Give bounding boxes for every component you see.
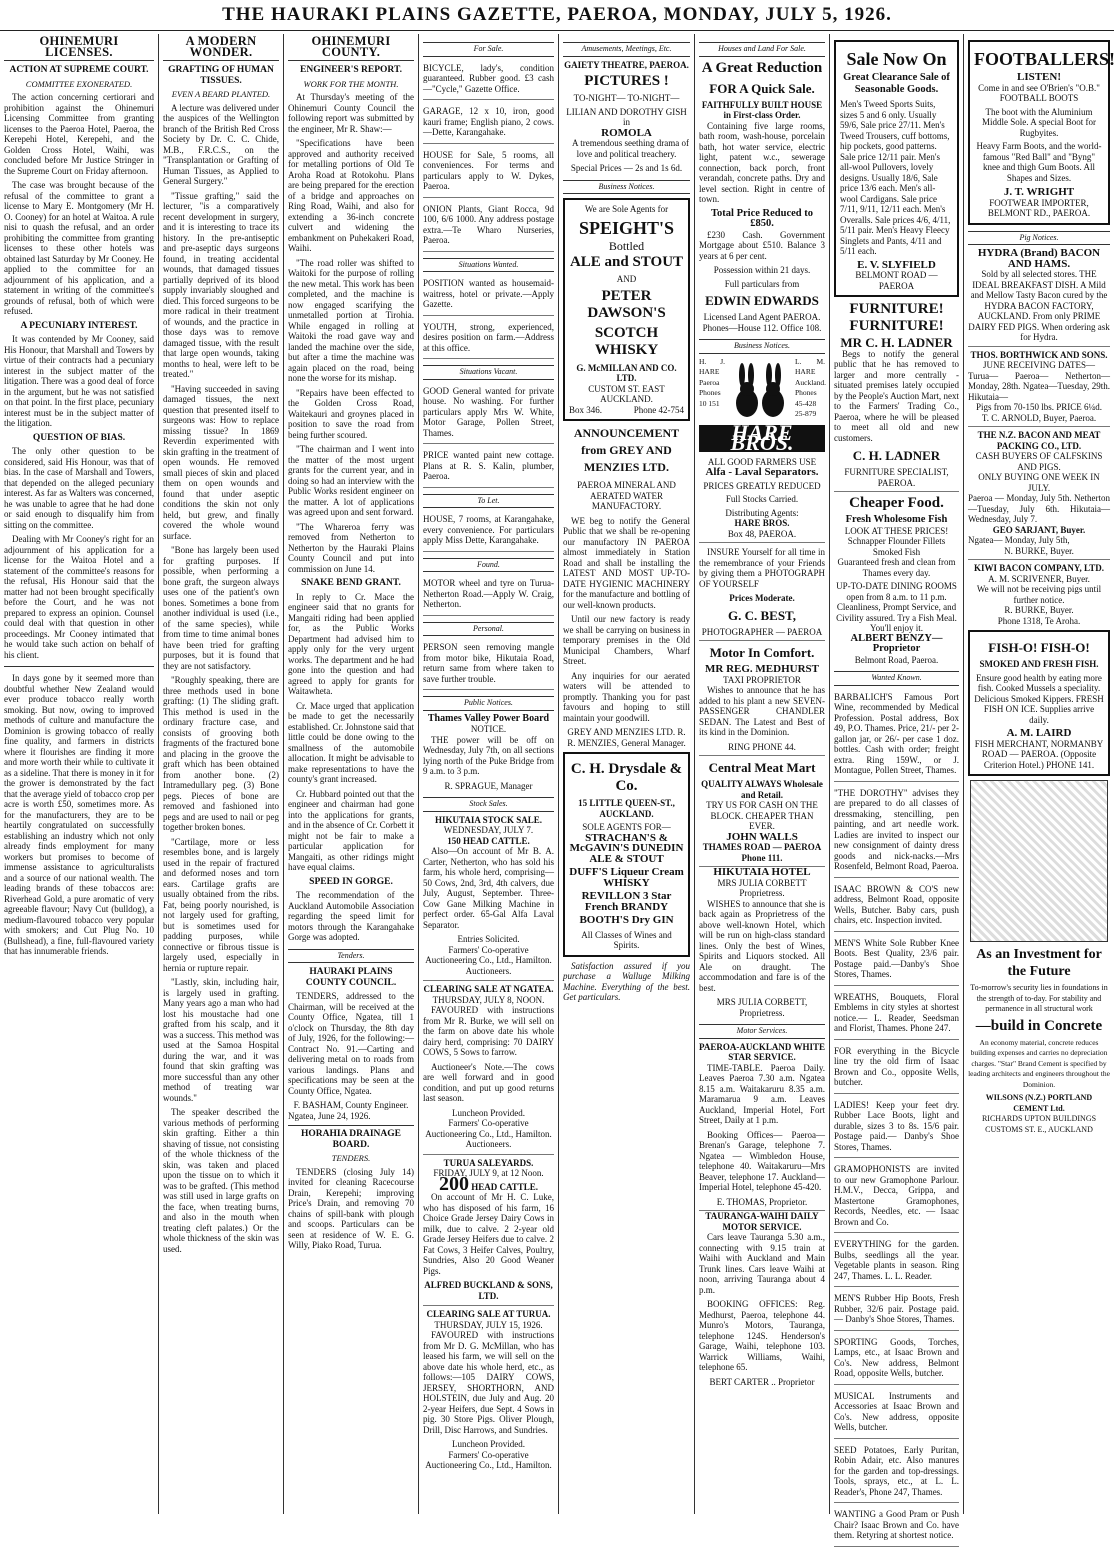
section-header: Houses and Land For Sale. <box>699 42 825 57</box>
ad-text: PRICES GREATLY REDUCED <box>703 480 821 491</box>
classified-ad: PERSON seen removing mangle from motor bike, Hikutaia Road, return same from where taken to save further trouble. <box>423 639 554 690</box>
ad-headline: As an Investment for the Future <box>976 947 1102 979</box>
ad-phone: Phone 1318, Te Aroha. <box>997 615 1081 626</box>
ad-headline: C. H. Drysdale & Co. <box>570 761 683 794</box>
classified-ad: GARAGE, 12 x 10, iron, good kauri frame; English piano, 2 cows.—Dette, Karangahake. <box>423 103 554 144</box>
section-header: For Sale. <box>423 42 554 57</box>
ad-contact: H. J. HARE Paeroa Phones 10 151 <box>699 356 725 408</box>
classified-ad: POSITION wanted as housemaid-waitress, hotel or private.—Apply Gazette. <box>423 275 554 316</box>
article-subhead: EVEN A BEARD PLANTED. <box>171 89 271 99</box>
ad-text: LOOK AT THESE PRICES! <box>844 525 949 536</box>
section-header: Personal. <box>423 622 554 637</box>
ad-subtitle: LISTEN! <box>1016 71 1062 83</box>
column-county <box>284 36 418 1514</box>
ad-subtitle: 150 HEAD CATTLE. <box>447 835 530 846</box>
ad-headline: PAEROA-AUCKLAND WHITE STAR SERVICE. <box>699 1041 825 1062</box>
classified-ad: ONION Plants, Giant Rocca, 9d 100, 6/6 1000. Any address postage extra.—Te Wharo Nurseries, Paeroa. <box>423 201 554 252</box>
ad-company: MR REG. MEDHURST <box>705 663 819 675</box>
paragraph: £230 Cash. Government Mortgage about £510. Balance 3 years at 6 per cent. <box>699 229 825 261</box>
ad-company: J. T. WRIGHT <box>1003 186 1075 198</box>
ad-text: UP-TO-DATE DINING ROOMS open from 8 a.m. to 11 p.m. Cleanliness, Prompt Service, and Civility assured. Try a Fish Meal. You'll enjoy it. <box>836 581 957 633</box>
classified-ad: WREATHS, Bouquets, Floral Emblems in city styles at shortest notice.— L. Reader, Seedsman and Florist, Thames. Phone 247. <box>834 989 959 1040</box>
ad-subtitle: TO-NIGHT— TO-NIGHT— <box>573 93 680 103</box>
ad-subtitle: Fresh Wholesome Fish <box>845 514 948 525</box>
ad-signature: N. BURKE, Buyer. <box>1004 545 1074 556</box>
ad-headline: Cheaper Food. <box>849 495 944 511</box>
column-licenses <box>0 36 158 1514</box>
ad-subtitle: Great Clearance Sale of Seasonable Goods. <box>843 72 950 95</box>
classified-ad: PRICE wanted paint new cottage. Plans at R. S. Kalin, plumber, Paeroa. <box>423 447 554 488</box>
ad-signature: C. H. LADNER <box>852 448 941 463</box>
article-subhead: COMMITTEE EXONERATED. <box>25 78 133 89</box>
section-header: Business Notices. <box>699 339 825 354</box>
paragraph: It was contended by Mr Cooney, said His Honour, that Marshall and Towers by virtue of their contracts had a pecuniary interest in the subject matter of the litigation. There was a good deal of force in the argument, but he was not satisfied on that point. In the first place, pecuniary interest must be in the subject matter of the litigation. <box>4 334 154 428</box>
ad-text: To-morrow's security lies in foundations in the strength of to-day. For stability and permanence in all structural work <box>970 983 1108 1013</box>
classified-ad: SEED Potatoes, Early Puritan, Robin Adair, etc. Also manures for the garden and top-dressings. Tools, sprays, etc., at L. L. Reader's, Phone 247, Thames. <box>834 1442 959 1504</box>
paragraph: Containing five large rooms, bath room, wash-house, porcelain bath, hot water service, electric light, patent w.c., sewerage connection, back porch, front verandah, concrete paths. Dry and level section. Right in centre of town. <box>699 120 825 204</box>
ad-title: CLEARING SALE AT NGATEA. <box>423 980 554 995</box>
ad-date: THURSDAY, JULY 15, 1926. <box>434 1319 543 1330</box>
section-header: Stock Sales. <box>423 797 554 812</box>
ad-headline: Motor In Comfort. <box>709 645 815 660</box>
ad-address: FOOTWEAR IMPORTER, BELMONT RD., PAEROA. <box>987 197 1091 218</box>
paragraph: Dealing with Mr Cooney's right for an adjournment of his application for a license for the Waitoa Hotel and a statement of the committee's reasons for the refusal, His Honour said that the matter had not been brought specifically before the Court, and he was not prepared to express an opinion. Counsel could deal with that question in other proceedings. Mr Cooney intimated that he would take such action on behalf of his client. <box>4 534 154 660</box>
ad-signature: T. C. ARNOLD, Buyer, Paeroa. <box>981 412 1097 423</box>
ad-product: DUFF'S Liqueur Cream WHISKY <box>569 866 684 889</box>
ad-text: Ngatea— Monday, July 5th, <box>968 535 1070 545</box>
section-header: Tenders. <box>288 949 414 964</box>
ad-date: THURSDAY, JULY 8, NOON. <box>432 994 545 1005</box>
paragraph: At Thursday's meeting of the Ohinemuri County Council the following report was submitted by the engineer, Mr R. Shaw:— <box>288 92 414 134</box>
ad-text: SOLE AGENTS FOR— <box>582 822 671 832</box>
ad-text: Guaranteed fresh and clean from Thames every day. <box>837 557 956 578</box>
ad-signature: Farmers' Co-operative Auctioneering Co., Ltd., Hamilton. Auctioneers. <box>425 944 552 976</box>
ad-headline: —build in Concrete <box>975 1017 1103 1034</box>
paragraph: Satisfaction assured if you purchase a Walluge Milking Machine. Everything of the best. Get particulars. <box>563 960 690 1002</box>
paragraph: The recommendation of the Auckland Automobile Association regarding the speed limit for motors through the Karangahake Gorge was adopted. <box>288 890 414 942</box>
classified-ad: MUSICAL Instruments and Accessories at Isaac Brown and Co's. New address, opposite Wells, butcher. <box>834 1388 959 1439</box>
paragraph: TENDERS (closing July 14) invited for cleaning Racecourse Drain, Kerepehi; improving Price's Drain, and removing 70 chains of spill-bank with plough and scoops. Particulars can be seen at residence of W. E. G. Willy, Piako Road, Turua. <box>288 1166 414 1250</box>
paragraph: A tremendous seething drama of love and political treachery. <box>572 138 689 159</box>
ad-headline: A Great Reduction <box>701 59 823 76</box>
ad-company: JOHN WALLS <box>726 830 798 843</box>
ad-text: Heavy Farm Boots, and the world-famous "Red Ball" and "Byng" knee and thigh Gum Boots. All Shapes and Sizes. <box>976 141 1102 183</box>
ad-product: REVILLON 3 Star French BRANDY <box>581 890 672 913</box>
ad-signature: GREY AND MENZIES LTD. R. R. MENZIES, General Manager. <box>567 727 686 748</box>
ad-title: HORAHIA DRAINAGE BOARD. <box>288 1125 414 1150</box>
paragraph: The only other question to be considered, said His Honour, was that of bias. In the case of Marshall and Towers, that depended on the alleged pecuniary interest. As far as Walters was concerned, he was unable to agree that he had done or said enough to disqualify him from sitting on the committee. <box>4 446 154 530</box>
ad-signature: R. SPRAGUE, Manager <box>444 780 533 791</box>
ad-headline: PICTURES ! <box>584 73 669 89</box>
article-subhead: SNAKE BEND GRANT. <box>301 578 401 588</box>
ad-title: HAURAKI PLAINS COUNTY COUNCIL. <box>305 967 397 988</box>
section-header: To Let. <box>423 494 554 509</box>
ad-note: Possession within 21 days. <box>713 265 811 275</box>
classified-ad: WANTING a Good Pram or Push Chair? Isaac Brown and Co. have them. Retyring at shortest notice. <box>834 1506 959 1547</box>
ad-signature: MRS JULIA CORBETT, Proprietress. <box>716 997 808 1018</box>
paragraph: TIME-TABLE. Paeroa Daily. Leaves Paeroa 7.30 a.m. Ngatea 8.15 a.m. Waitakaruru 8.35 a.m. Maramarua 9 a.m. Leaves Auckland, Imperial Hotel, Fort Street, Daily at 1 p.m. <box>699 1062 825 1125</box>
ad-signature: BERT CARTER .. Proprietor <box>709 1376 815 1387</box>
ad-address: Licensed Land Agent PAEROA. <box>703 312 821 322</box>
ad-phone: RING PHONE 44. <box>699 742 825 757</box>
ad-subtitle: HEAD CATTLE. <box>471 1181 539 1192</box>
ad-company: MR C. H. LADNER <box>840 335 953 350</box>
classified-ad: BICYCLE, lady's, condition guaranteed. Rubber good. £3 cash—"Cycle," Gazette Office. <box>423 60 554 101</box>
ad-box: Box 346. <box>569 404 603 415</box>
ad-text: Bottled <box>608 238 645 253</box>
ad-contact: L. M. HARE Auckland. Phones 45-428 25-879 <box>795 356 827 418</box>
ad-text: AND <box>616 274 637 284</box>
paragraph: INSURE Yourself for all time in the remembrance of your Friends by giving them a PHOTOGRAPH OF YOURSELF <box>699 547 825 589</box>
ad-price: Total Price Reduced to £850. <box>711 207 813 229</box>
ad-headline: ANNOUNCEMENT from GREY AND MENZIES LTD. <box>573 426 680 474</box>
classified-ad: YOUTH, strong, experienced, desires position on farm.—Address at this office. <box>423 319 554 360</box>
paragraph: Booking Offices— Paeroa—Brenan's Garage, telephone 7. Ngatea — Wimbledon House, telephone 40. Waitakaruru—Mrs Beaver, telephone 17. Auckland—Imperial Hotel, telephone 45-420. <box>699 1129 825 1192</box>
column-houses <box>695 36 829 1514</box>
ad-text: Ensure good health by eating more fish. Cooked Mussels a speciality. Delicious Smoked Kippers. FRESH FISH ON ICE. Supplies arrive daily. <box>974 672 1104 725</box>
ad-company: HARE BROS. <box>734 518 790 528</box>
ad-headline: FISH-O! FISH-O! <box>988 640 1090 655</box>
fish-ad <box>968 630 1110 776</box>
section-header: Wanted Known. <box>834 671 959 686</box>
paragraph: "Cartilage, more or less resembles bone, and is largely used in the repair of fractured and deformed noses and torn ears. Cartilage grafts are usually obtained from the ribs. Fat, being poorly nourished, is not largely used for grafting, but is sometimes used for padding purposes, while connective or fibrous tissue is largely used, especially in hernia or rupture repair. <box>163 836 279 973</box>
paragraph: TENDERS, addressed to the Chairman, will be received at the County Office, Ngatea, till 1 o'clock on Thursday, the 8th day of July, 1926, for the following:—Contract No. 91.—Carting and delivering metal on to roads from various landings. Plans and specifications may be seen at the County Office, Ngatea. <box>288 991 414 1096</box>
ad-headline: Central Meat Mart <box>708 760 816 775</box>
ad-note: Special Prices — 2s and 1s 6d. <box>570 163 683 173</box>
ad-text: We will not be receiving pigs until further notice. <box>976 584 1102 605</box>
ad-text: Pigs from 70-150 lbs. PRICE 6¼d. <box>975 402 1102 412</box>
ad-company: G. C. BEST, <box>727 607 797 623</box>
paragraph: Any inquiries for our aerated waters will be attended to promptly. Thanking you for past favours and hoping to still maintain your goodwill. <box>563 670 690 723</box>
ad-address: FISH MERCHANT, NORMANBY ROAD — PAEROA. (Opposite Criterion Hotel.) PHONE 141. <box>974 738 1104 770</box>
paragraph: "The road roller was shifted to Waitoki for the purpose of rolling the new metal. This work has been completed, and the machine is now engaged scarifying the unmetalled portion at Tirohia. While engaged in rolling at Waitoki the road gave way and landed the machine over the side, but after a time the machine was again placed on the road, being none the worse for its mishap. <box>288 257 414 383</box>
ad-text: Prices Moderate. <box>729 593 795 603</box>
paragraph: "Roughly speaking, there are three methods used in bone grafting: (1) The sliding graft. This method is used in the ordinary fracture case, and consists of grooving both fragments of the fractured bone and placing in the groove the graft which has been obtained from another bone. (2) Intramedullary peg. (3) Bone pegs. Pieces of bone are removed and fashioned into pegs and are used to nail or peg together broken bones. <box>163 675 279 832</box>
ad-subtitle: SMOKED AND FRESH FISH. <box>979 659 1099 669</box>
ad-address: RICHARDS UPTON BUILDINGS CUSTOMS ST. E., AUCKLAND <box>981 1114 1097 1134</box>
ad-company: EDWIN EDWARDS <box>705 293 819 308</box>
section-header: Situations Wanted. <box>423 258 554 273</box>
ad-company: A. M. LAIRD <box>1006 727 1072 739</box>
classified-ad: GRAMOPHONISTS are invited to our new Gramophone Parlour. H.M.V., Decca, Grippa, and Mastertone Gramophones, Records, Needles, etc. — Isaac Brown and Co. <box>834 1161 959 1233</box>
ad-headline: FURNITURE! FURNITURE! <box>849 301 944 334</box>
section-header: Amusements, Meetings, Etc. <box>563 42 690 57</box>
masthead: THE HAURAKI PLAINS GAZETTE, PAEROA, MONDAY, JULY 5, 1926. <box>0 0 1114 31</box>
classified-ad: FOR everything in the Bicycle line try the old firm of Isaac Brown and Co., opposite Wells, butcher. <box>834 1043 959 1094</box>
paragraph: The speaker described the various methods of performing skin grafting. Either a thin shaving of tissue, not consisting of the whole thickness of the skin, was taken and placed upon the tissue on to which it was to be grafted. (This method was still used in large grafts on the face, when treating burns, and also in the mouth when treating cleft palates.) Or the whole thickness of the skin was used. <box>163 1107 279 1254</box>
classified-ad: LADIES! Keep your feet dry. Rubber Lace Boots, light and durable, sizes 3 to 8s. 15/6 pair. Postage paid.— Danby's Shoe Stores, Thames. <box>834 1097 959 1159</box>
footballers-ad <box>968 40 1115 225</box>
ad-text: Turua— Paeroa— Netherton—Monday, 28th. Ngatea—Tuesday, 29th. Hikutaia— <box>968 370 1110 402</box>
ad-company: G. McMILLAN AND CO. LTD. <box>576 362 677 383</box>
ad-title: HIKUTAIA STOCK SALE. <box>435 814 542 825</box>
ad-signature: A. M. SCRIVENER, Buyer. <box>988 573 1090 584</box>
paragraph: "Lastly, skin, including hair, is largely used in grafting. Many years ago a man who had lost his moustache had one grafted from his scalp, and it was a success. This method was used at the Samoa Hospital during the war, and it was found that skin grafting was more successful than any other method of treating war wounds." <box>163 977 279 1103</box>
classified-ad: MEN'S White Sole Rubber Knee Boots. Best Quality, 23/6 pair. Postage paid.—Danby's Shoe Stores, Thames. <box>834 935 959 986</box>
classified-ad: "THE DOROTHY" advises they are prepared to do all classes of dressmaking, stencilling, pen painting, and art needle work. Ladies are invited to inspect our new consignment of dainty dress goods and nick-nacks.—Mrs Rosenfeld, Belmont Road, Paeroa. <box>834 785 959 878</box>
ad-text: ALL GOOD FARMERS USE <box>707 456 817 467</box>
paragraph: "Tissue grafting," said the lecturer, "is a comparatively recent development in surgery, and it is interesting to trace its history. In the pre-antiseptic and pre-aseptic days surgeons found, in treating accidental wounds, that damaged tissues partially deprived of its blood supply invariably sloughed and died. This forced surgeons to be more radical in their treatment of wounds, and the practice in those days was to remove damaged tissue, with the result that large open wounds, taking months to heal, were left to be treated." <box>163 190 279 379</box>
ad-address: 15 LITTLE QUEEN-ST., AUCKLAND. <box>578 798 675 819</box>
ad-headline: FOOTBALLERS! <box>974 49 1115 69</box>
ad-text: Come in and see O'Brien's "O.B." FOOTBALL BOOTS <box>978 82 1100 103</box>
column-classifieds <box>419 36 558 1514</box>
paragraph: FAVOURED with instructions from Mr D. G. McMillan, who has leased his farm, we will sell on the above date his whole herd, etc., as follows:—105 DAIRY COWS, JERSEY, SHORTHORN, AND HOLSTEIN, due July and Aug. 20 2-year Heifers, due Sept. 4 Sows in pig. 30 Store Pigs. Oliver Plough, Drill, Disc Harrows, and Sundries. <box>423 1330 554 1435</box>
ad-signature: Farmers' Co-operative Auctioneering Co., Ltd., Hamilton. Auctioneers. <box>425 1118 552 1149</box>
paragraph: "Bone has largely been used for grafting purposes. If possible, when performing a bone graft, the surgeon always uses one of the patient's own bones. Sometimes a bone from another individual is used (i.e., of the same species), while from time to time animal bones have been tried for grafting purposes, but it is found that they are not satisfactory. <box>163 545 279 671</box>
article-title: OHINEMURI COUNTY. <box>288 36 414 61</box>
paragraph: "The chairman and I went into the matter of the most urgent grants for the current year, and in doing so had an interview with the Public Works resident engineer on the matter. A lot of applications was agreed upon and sent forward. <box>288 444 414 517</box>
ad-subtitle: JUNE RECEIVING DATES— <box>983 360 1095 370</box>
ad-text: TRY US FOR CASH ON THE BLOCK. CHEAPER THAN EVER. <box>706 800 818 831</box>
classified-ad: HOUSE, 7 rooms, at Karangahake, every convenience. For particulars apply Miss Dette, Karangahake. <box>423 511 554 552</box>
ad-signature: ALBERT BENZY—Proprietor <box>850 632 943 654</box>
article-subhead: ENGINEER'S REPORT. <box>300 65 402 75</box>
classified-ad: MOTOR wheel and tyre on Turua-Netherton Road.—Apply W. Craig, Netherton. <box>423 575 554 616</box>
ad-items: Men's Tweed Sports Suits, sizes 5 and 6 only. Usually 59/6, Sale price 27/11. Men's Tweed Trousers, cuff bottoms, hip pockets, good patterns. Sale price 12/11 pair. Men's all-wool Pullovers, lovely designs. Usually 18/6, Sale price 13/6 each. Men's all-wool Cardigans. Sale price 7/11, 9/11, 12/11 each. Men's Overalls. Sale prices 4/6, 4/11, 5/11 pair. Men's Heavy Fleecy Singlets and Pants, 4/11 and 5/11 each. <box>840 99 951 256</box>
section-header: Pig Notices. <box>968 231 1110 246</box>
ad-subtitle: TAXI PROPRIETOR <box>723 674 801 685</box>
ad-address: PHOTOGRAPHER — PAEROA <box>699 627 825 642</box>
ad-headline: HIKUTAIA HOTEL <box>713 866 811 878</box>
ad-company: THE N.Z. BACON AND MEAT PACKING CO., LTD. <box>968 426 1110 451</box>
paragraph: Cr. Hubbard pointed out that the engineer and chairman had gone into the applications for grants, and in the absence of Cr. Corbett it might not be fair to make a particular application for Mangaiti, as other ridings might have equal claims. <box>288 788 414 872</box>
ad-text: An economy material, concrete reduces building expenses and carries no depreciation charges. "Star" Brand Cement is specified by leading architects and engineers throughout the Dominion. <box>968 1037 1110 1089</box>
paragraph: Cars leave Tauranga 5.30 a.m., connecting with 9.15 train at Waihi with Auckland and Main Trunk lines. Cars leave Waihi at noon, arriving Tauranga about 4 p.m. <box>699 1232 825 1295</box>
ad-date: Ngatea, June 24, 1926. <box>288 1110 371 1121</box>
ad-headline: SPEIGHT'S <box>578 217 675 238</box>
paragraph: Auctioneer's Note.—The cows are well forward and in good condition, and put up good returns last season. <box>423 1061 554 1103</box>
paragraph: WISHES to announce that she is back again as Proprietress of the above well-known Hotel, which will be run on high-class standard lines. Only the best of Wines, Spirits and Liquors stocked. All Ale on draught. The accommodation and fare is of the best. <box>699 898 825 993</box>
ad-signature: E. THOMAS, Proprietor. <box>699 1197 825 1212</box>
column-sale <box>830 36 963 1540</box>
ad-note: Entries Solicited. <box>457 934 520 944</box>
ad-subtitle: ONLY BUYING ONE WEEK IN JULY. <box>978 472 1100 493</box>
paragraph: WE beg to notify the General Public that we shall be re-opening our manufactory IN PAEROA almost immediately in Station Road and shall be installing the LATEST AND MOST UP-TO-DATE HYGIENIC MACHINERY for the manufacture and bottling of our well-known products. <box>563 515 690 610</box>
column-modern-wonder <box>159 36 283 1514</box>
classified-ad: SPORTING Goods, Torches, Lamps, etc., at Isaac Brown and Co's. New address, Belmont Road, opposite Wells, butcher. <box>834 1334 959 1385</box>
paragraph: Wishes to announce that he has added to his plant a new SEVEN-PASSENGER CHANDLER SEDAN. The Latest and Best of its kind in the Dominion. <box>699 685 825 737</box>
ad-address: FURNITURE SPECIALIST, PAEROA. <box>834 467 959 492</box>
column-footballers <box>964 36 1114 1514</box>
ad-text: Paeroa — Monday, July 5th. Netherton —Tuesday, July 6th. Hikutaia—Wednesday, July 7. <box>968 493 1110 524</box>
ad-text: All Classes of Wines and Spirits. <box>581 929 672 950</box>
ad-company: THOS. BORTHWICK AND SONS. <box>968 346 1110 361</box>
ad-text: Sold by all selected stores. THE IDEAL BREAKFAST DISH. A Mild and Mellow Tasty Bacon cured by the HYDRA BACON FACTORY, AUCKLAND. From only PRIME DAIRY FED PIGS. When ordering ask for Hydra. <box>968 269 1110 342</box>
paragraph: The action concerning certiorari and prohibition against the Ohinemuri Licensing Committee from granting licenses to the Paeroa Hotel, Paeroa, the Kerepehi Hotel, Kerepehi, and the Golden Cross Hotel, Waihi, was concluded before Mr Justice Stringer in the Supreme Court on Friday afternoon. <box>4 92 154 176</box>
paragraph: Cr. Mace urged that application be made to get the necessarily established. Cr. Johnstone said that little could be done owing to the smallness of the automobile allocation. It might be advisable to make representations to have the county's grant increased. <box>288 700 414 784</box>
ad-number: 200 <box>438 1172 469 1195</box>
paragraph: In days gone by it seemed more than doubtful whether New Zealand would ever produce tobacco really worth smoking. But now, owing to improved methods of culture and manufacture the Dominion is growing tobacco of really fine quality, and farmers in districts where it flourishes are finding it more and more worth their while to cultivate it as a sideline. That there is money in it for the grower is demonstrated by the fact that the average yield of tobacco crop per acre is worth £50, sometimes more. As for the manufacturers, they are to be heartily congratulated on successfully establishing an industry which not only already finds employment for many workers but promises to become of immense assistance to agriculturalists and a source of our national wealth. The leading brands of these tobaccos are: Riverhead Gold, a pure aromatic of very agreeable flavour; Navy Cut (bulldog), a medium-flavoured tobacco very popular with smokers; and Cut Plug No. 10 (Bullshead), a fine, full-flavoured variety that has innumerable friends. <box>4 673 154 956</box>
ad-items: Schnapper Flounder Fillets Smoked Fish <box>847 536 946 557</box>
slyfield-ad <box>834 40 959 297</box>
ad-subtitle: QUALITY ALWAYS Wholesale and Retail. <box>701 779 823 800</box>
ad-address: Box 48, PAEROA. <box>699 529 825 544</box>
paragraph: FAVOURED with instructions from Mr R. Burke, we will sell on the farm on above date his whole dairy herd, comprising: 70 DAIRY COWS, 5 Sows to farrow. <box>423 1005 554 1057</box>
ad-signature: F. BASHAM, County Engineer. <box>293 1100 409 1110</box>
classified-ad: MEN'S Rubber Hip Boots, Fresh Rubber, 32/6 pair. Postage paid. — Danby's Shoe Stores, Thames. <box>834 1290 959 1331</box>
article-subhead: ACTION AT SUPREME COURT. <box>9 65 149 75</box>
section-header: Motor Services. <box>699 1024 825 1039</box>
article-subhead: SPEED IN GORGE. <box>309 876 393 887</box>
ad-address: THAMES ROAD — PAEROA Phone 111. <box>699 842 825 867</box>
ad-text: The boot with the Aluminium Middle Sole. A special Boot for Rugbyites. <box>982 106 1096 138</box>
ad-headline: PETER DAWSON'S <box>587 287 666 321</box>
paragraph: Begs to notify the general public that he has removed to larger and more centrally - situated premises lately occupied by the People's Auction Mart, next to the Farmers' Trading Co., Paeroa, where he will be pleased to meet all old and new customers. <box>834 348 959 443</box>
classified-ad: GOOD General wanted for private house. No washing. For further particulars apply Mrs W. White, Motor Garage, Pollen Street, Thames. <box>423 383 554 445</box>
paragraph: On account of Mr H. C. Luke, who has disposed of his farm, 16 Choice Grade Jersey Dairy Cows in milk, due to calve. 2 2-year old Grade Jersey Heifers due to calve. 2 Fat Cows, 3 Heifer Calves, Poultry, Sundries, Also 20 Good Weaner Pigs. <box>423 1192 554 1276</box>
classified-ad: BARBALICH'S Famous Port Wine, recommended by Medical Profession. Postal address, Box 49, P.O. Thames. Price, 21/- per 2-gallon jar, or 26/- per case 1 doz. bottles. Cash with order; freight extra. Ring 159W., or J. Montague, Pollen Street, Thames. <box>834 689 959 782</box>
ad-product: Alfa - Laval Separators. <box>705 466 819 478</box>
article-subhead: QUESTION OF BIAS. <box>32 432 126 443</box>
ad-subtitle: MRS JULIA CORBETT Proprietress. <box>717 877 807 898</box>
paragraph: Until our new factory is ready we shall be carrying on business in temporary premises in the Old Municipal Chambers, Wharf Street. <box>563 614 690 666</box>
paragraph: "Repairs have been effected to the Golden Cross Road, Waitekauri and groynes placed in position to save the road from being further scoured. <box>288 387 414 440</box>
article-subhead: WORK FOR THE MONTH. <box>303 78 399 89</box>
ad-signature: Farmers' Co-operative Auctioneering Co., Ltd., Hamilton. <box>425 1449 552 1470</box>
article-subhead: A PECUNIARY INTEREST. <box>20 320 138 331</box>
hare-bros-logo: HARE BROS. <box>699 425 825 452</box>
ad-text: Full Stocks Carried. <box>725 494 799 504</box>
paragraph: A lecture was delivered under the auspices of the Wellington branch of the British Red Cross Society by Dr. C. C. Chide, M.B., F.R.C.S., on the "Transplantation or Grafting of Human Tissues, as Applied to General Surgery." <box>163 102 279 186</box>
section-header: Situations Vacant. <box>423 365 554 380</box>
drysdale-ad <box>563 752 690 957</box>
ad-text: Full particulars from <box>724 278 800 289</box>
ad-date: FRIDAY, JULY 9, at 12 Noon. <box>433 1168 544 1178</box>
section-header: Business Notices. <box>563 180 690 195</box>
paragraph: BOOKING OFFICES: Reg. Medhurst, Paeroa, telephone 44. Munro's Motors, Tauranga, telephone 124S. Henderson's Garage, Waihi, telephone 103. Warrick Williams, Waihi, telephone 65. <box>699 1299 825 1372</box>
section-header: Public Notices. <box>423 696 554 711</box>
concrete-illustration <box>970 780 1108 942</box>
ad-headline: TAURANGA-WAIHI DAILY MOTOR SERVICE. <box>705 1211 819 1232</box>
ad-headline: FOR A Quick Sale. <box>709 80 815 96</box>
ad-date: WEDNESDAY, JULY 7. <box>443 825 534 835</box>
ad-phone: Phones—House 112. Office 108. <box>702 322 822 333</box>
hare-logo-icon <box>725 361 795 421</box>
paragraph: "The Whareroa ferry was removed from Netherton to Netherton by the Hauraki Plains County Council and put into commission on June 14. <box>288 521 414 574</box>
ad-subtitle: CASH BUYERS OF CALFSKINS AND PIGS. <box>975 451 1103 472</box>
ad-headline: ALE and STOUT <box>569 254 684 270</box>
section-header: Found. <box>423 558 554 573</box>
ad-text: LILIAN AND DOROTHY GISH in <box>566 106 687 127</box>
ad-signature: R. BURKE, Buyer. <box>1004 605 1074 615</box>
paragraph: The case was brought because of the refusal of the committee to grant a license to Mary E. Montgomery (Mr H. O. Cooney) for an hotel at Waitoa. A rule nisi to quash the refusal, and an order prohibiting the committee from granting licenses to these other hotels was obtained last Saturday by Mr Cooney. He applied to the committee for an adjournment of his application, and a statement in writing of the committee's grounds of refusal, both of which were refused. <box>4 180 154 316</box>
speights-ad <box>563 198 690 421</box>
ad-headline: Sale Now On <box>846 49 947 69</box>
film-title: ROMOLA <box>601 126 652 139</box>
ad-title: TURUA SALEYARDS. <box>423 1154 554 1169</box>
ad-text: We are Sole Agents for <box>584 204 669 214</box>
ad-phone: Phone 42-754 <box>633 404 684 415</box>
paragraph: In reply to Cr. Mace the engineer said that no grants for Mangaiti riding had been applied for, as the Public Works Department had advised him to apply only for the very urgent works. The department and he had gone into the question and had agreed to apply for grants for Waitawheta. <box>288 591 414 696</box>
classified-ad: HOUSE for Sale, 5 rooms, all conveniences. For terms and particulars apply to W. Dykes, Paeroa. <box>423 147 554 198</box>
article-title: OHINEMURI LICENSES. <box>4 36 154 61</box>
ad-signature: GEO SARJANT, Buyer. <box>992 524 1086 535</box>
ad-note: Luncheon Provided. <box>452 1107 525 1118</box>
ad-headline: HYDRA (Brand) BACON AND HAMS. <box>977 247 1101 270</box>
ad-note: Luncheon Provided. <box>452 1439 525 1449</box>
ad-product: BOOTH'S Dry GIN <box>579 914 674 926</box>
classified-ad: EVERYTHING for the garden. Bulbs, seedlings all the year. Vegetable plants in season. Ring 247, Thames. L. L. Reader. <box>834 1236 959 1287</box>
classified-ad: ISAAC BROWN & CO'S new address, Belmont Road, opposite Wells, Butcher. Baby cars, push chairs, etc. Inspection invited. <box>834 881 959 932</box>
ad-title: Thames Valley Power Board <box>427 712 550 724</box>
ad-signature: ALFRED BUCKLAND & SONS, LTD. <box>424 1280 553 1301</box>
paragraph: THE power will be off on Wednesday, July 7th, on all sections lying north of the Puke Bridge from 9 a.m. to 3 p.m. <box>423 734 554 776</box>
ad-address: BELMONT ROAD — PAEROA <box>855 270 938 291</box>
ad-subtitle: TENDERS. <box>331 1153 371 1163</box>
ad-text: Distributing Agents: <box>725 507 799 518</box>
ad-headline: SCOTCH WHISKY <box>594 324 659 358</box>
paragraph: "Having succeeded in saving damaged tissues, the next question that presented itself to surgeons was: How to replace missing tissue? In 1869 Reverdin experimented with skin grafting in the treatment of open wounds. He removed small pieces of skin and placed them on open wounds and found that under aseptic conditions the skin not only held, but grew, and finally covered the whole wound surface. <box>163 383 279 541</box>
ad-subtitle: FAITHFULLY BUILT HOUSE in First-class Order. <box>701 99 823 120</box>
ad-product: STRACHAN'S & McGAVIN'S DUNEDIN ALE & STOUT <box>569 831 684 865</box>
ad-company: WILSONS (N.Z.) PORTLAND CEMENT Ltd. <box>985 1093 1093 1113</box>
paragraph: "Specifications have been approved and authority received for metalling portions of Old Te Aroha Road at Rotokohu. Plans are being prepared for the erection of a bridge and approaches on Ring Road, Waihi, and also for extending a 36-inch concrete culvert and widening the embankment on Puhekakeri Road, Waihi. <box>288 138 414 253</box>
ad-company: KIWI BACON COMPANY, LTD. <box>968 559 1110 574</box>
ad-subtitle: PAEROA MINERAL AND AERATED WATER MANUFACTORY. <box>577 480 676 511</box>
theatre-name: GAIETY THEATRE, PAEROA. <box>564 59 689 70</box>
paragraph: Also—On account of Mr B. A. Carter, Netherton, who has sold his farm, his whole herd, comprising—50 Cows, 2nd, 3rd, 4th calvers, due July, August, September. Three-Cow Gane Milking Machine in perfect order. 65-Gal Alfa Laval Separator. <box>423 846 554 930</box>
article-subhead: GRAFTING OF HUMAN TISSUES. <box>168 65 274 86</box>
ad-address: Belmont Road, Paeroa. <box>854 654 939 665</box>
ad-address: CUSTOM ST. EAST AUCKLAND. <box>588 383 665 404</box>
ad-company: E. V. SLYFIELD <box>857 258 936 271</box>
ad-subtitle: NOTICE. <box>470 724 507 734</box>
ad-title: CLEARING SALE AT TURUA. <box>423 1305 554 1320</box>
article-title: A MODERN WONDER. <box>163 36 279 61</box>
column-amusements <box>559 36 694 1514</box>
